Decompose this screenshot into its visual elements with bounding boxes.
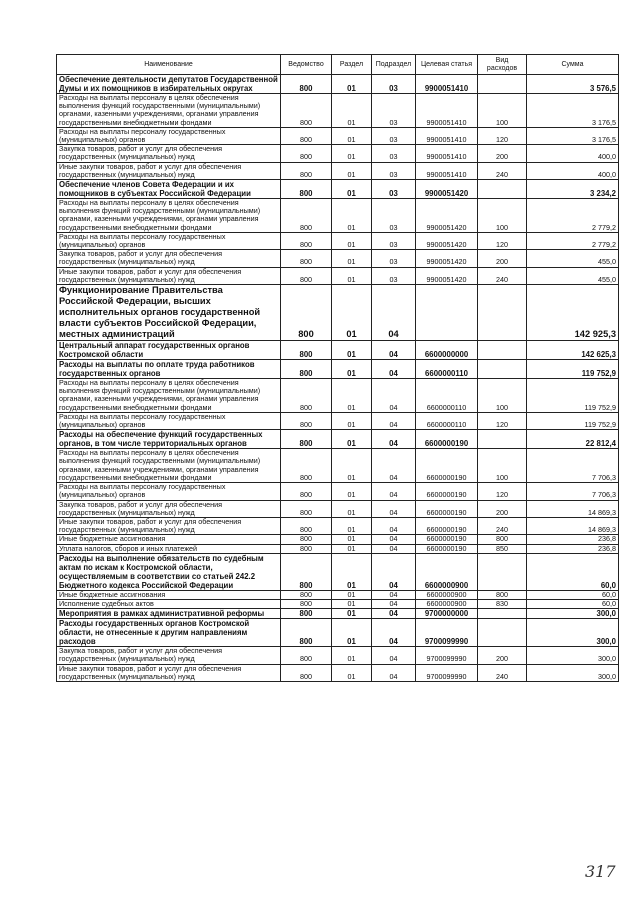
cell-amount: 142 625,3 [527,341,619,360]
cell-section: 01 [332,285,372,341]
cell-name: Расходы на выплаты персоналу в целях обеспечения выполнения функций государственными (муниципальными) органами, казенными учреждениями, органами управления государственными внебюджетными фондами [57,449,281,483]
cell-amount: 3 576,5 [527,75,619,94]
cell-name: Расходы на выплаты персоналу государственных (муниципальных) органов [57,127,281,144]
cell-name: Уплата налогов, сборов и иных платежей [57,544,281,553]
cell-section: 01 [332,449,372,483]
cell-amount: 119 752,9 [527,379,619,413]
cell-amount: 236,8 [527,535,619,544]
cell-subsection: 04 [372,341,416,360]
cell-amount: 7 706,3 [527,483,619,500]
cell-section: 01 [332,379,372,413]
table-row [57,232,619,249]
cell-target-article: 6600000900 [416,590,478,599]
cell-expense-type [478,180,527,199]
cell-name: Закупка товаров, работ и услуг для обеспечения государственных (муниципальных) нужд [57,250,281,267]
table-row [57,199,619,233]
column-header-expense-type: Вид расходов [478,55,527,75]
column-header-amount: Сумма [527,55,619,75]
cell-subsection: 03 [372,232,416,249]
table-body [57,75,619,682]
cell-amount: 14 869,3 [527,517,619,534]
cell-department: 800 [281,590,332,599]
cell-subsection: 04 [372,647,416,664]
cell-expense-type [478,341,527,360]
table-row [57,379,619,413]
cell-expense-type [478,619,527,647]
cell-amount: 7 706,3 [527,449,619,483]
cell-name: Расходы на выполнение обязательств по судебным актам по искам к Костромской области, осуществляемым в соответствии со статьей 242.2 Бюджетного кодекса Российской Федерации [57,553,281,590]
table-row [57,94,619,128]
cell-name: Расходы на выплаты персоналу государственных (муниципальных) органов [57,412,281,429]
cell-name: Мероприятия в рамках административной реформы [57,609,281,619]
table-header-row [57,55,619,75]
cell-expense-type: 240 [478,267,527,284]
cell-section: 01 [332,162,372,179]
cell-expense-type: 100 [478,199,527,233]
cell-target-article: 9900051410 [416,145,478,162]
cell-name: Центральный аппарат государственных органов Костромской области [57,341,281,360]
cell-expense-type: 240 [478,517,527,534]
cell-name: Закупка товаров, работ и услуг для обеспечения государственных (муниципальных) нужд [57,145,281,162]
cell-expense-type [478,430,527,449]
table-row [57,599,619,608]
cell-department: 800 [281,664,332,681]
page-number: 317 [585,862,616,881]
cell-amount: 300,0 [527,647,619,664]
cell-target-article: 6600000000 [416,341,478,360]
cell-section: 01 [332,590,372,599]
column-header-name: Наименование [57,55,281,75]
table-row [57,285,619,341]
cell-department: 800 [281,75,332,94]
table-row [57,250,619,267]
cell-section: 01 [332,360,372,379]
cell-name: Закупка товаров, работ и услуг для обеспечения государственных (муниципальных) нужд [57,500,281,517]
cell-amount: 60,0 [527,553,619,590]
cell-amount: 400,0 [527,145,619,162]
cell-expense-type: 100 [478,449,527,483]
cell-department: 800 [281,599,332,608]
cell-department: 800 [281,199,332,233]
cell-expense-type: 850 [478,544,527,553]
table-row [57,449,619,483]
cell-subsection: 04 [372,609,416,619]
cell-expense-type [478,75,527,94]
cell-amount: 300,0 [527,664,619,681]
cell-section: 01 [332,535,372,544]
cell-department: 800 [281,619,332,647]
cell-subsection: 04 [372,285,416,341]
table-row [57,412,619,429]
cell-expense-type [478,609,527,619]
cell-target-article: 6600000190 [416,535,478,544]
cell-amount: 60,0 [527,599,619,608]
cell-expense-type [478,285,527,341]
table-row [57,127,619,144]
cell-department: 800 [281,553,332,590]
table-row [57,664,619,681]
cell-target-article: 6600000190 [416,544,478,553]
cell-amount: 60,0 [527,590,619,599]
cell-section: 01 [332,250,372,267]
cell-section: 01 [332,127,372,144]
cell-name: Закупка товаров, работ и услуг для обеспечения государственных (муниципальных) нужд [57,647,281,664]
cell-subsection: 04 [372,664,416,681]
cell-expense-type: 120 [478,483,527,500]
cell-amount: 22 812,4 [527,430,619,449]
cell-name: Расходы на выплаты персоналу государственных (муниципальных) органов [57,232,281,249]
cell-target-article: 9900051410 [416,162,478,179]
table-row [57,609,619,619]
cell-department: 800 [281,647,332,664]
cell-target-article: 6600000190 [416,430,478,449]
cell-amount: 2 779,2 [527,199,619,233]
cell-department: 800 [281,94,332,128]
cell-amount: 3 234,2 [527,180,619,199]
cell-amount: 455,0 [527,267,619,284]
cell-section: 01 [332,500,372,517]
cell-amount: 400,0 [527,162,619,179]
cell-subsection: 04 [372,544,416,553]
cell-subsection: 04 [372,360,416,379]
cell-amount: 300,0 [527,619,619,647]
table-row [57,647,619,664]
cell-target-article: 6600000190 [416,449,478,483]
cell-section: 01 [332,647,372,664]
cell-section: 01 [332,341,372,360]
cell-name: Иные закупки товаров, работ и услуг для обеспечения государственных (муниципальных) нужд [57,517,281,534]
cell-department: 800 [281,145,332,162]
cell-name: Расходы на выплаты персоналу государственных (муниципальных) органов [57,483,281,500]
cell-subsection: 04 [372,535,416,544]
cell-subsection: 03 [372,75,416,94]
cell-target-article: 6600000110 [416,379,478,413]
cell-subsection: 04 [372,500,416,517]
cell-amount: 3 176,5 [527,127,619,144]
cell-subsection: 04 [372,599,416,608]
cell-subsection: 04 [372,483,416,500]
cell-section: 01 [332,599,372,608]
cell-subsection: 04 [372,449,416,483]
cell-name: Обеспечение членов Совета Федерации и их помощников в субъектах Российской Федерации [57,180,281,199]
cell-department: 800 [281,379,332,413]
cell-department: 800 [281,535,332,544]
cell-subsection: 03 [372,199,416,233]
table-row [57,500,619,517]
cell-section: 01 [332,483,372,500]
cell-section: 01 [332,412,372,429]
cell-subsection: 03 [372,180,416,199]
cell-department: 800 [281,544,332,553]
cell-expense-type [478,553,527,590]
cell-subsection: 04 [372,412,416,429]
table-row [57,162,619,179]
cell-expense-type: 120 [478,232,527,249]
cell-department: 800 [281,430,332,449]
cell-expense-type: 830 [478,599,527,608]
cell-section: 01 [332,232,372,249]
cell-expense-type: 100 [478,94,527,128]
cell-section: 01 [332,267,372,284]
cell-name: Иные бюджетные ассигнования [57,535,281,544]
cell-amount: 2 779,2 [527,232,619,249]
cell-name: Расходы на выплаты персоналу в целях обеспечения выполнения функций государственными (муниципальными) органами, казенными учреждениями, органами управления государственными внебюджетными фондами [57,94,281,128]
cell-amount: 3 176,5 [527,94,619,128]
cell-subsection: 03 [372,127,416,144]
cell-department: 800 [281,449,332,483]
cell-section: 01 [332,180,372,199]
cell-target-article: 9900051410 [416,75,478,94]
cell-section: 01 [332,664,372,681]
table-row [57,180,619,199]
cell-name: Расходы на выплаты персоналу в целях обеспечения выполнения функций государственными (муниципальными) органами, казенными учреждениями, органами управления государственными внебюджетными фондами [57,199,281,233]
cell-amount: 119 752,9 [527,412,619,429]
cell-department: 800 [281,500,332,517]
cell-department: 800 [281,483,332,500]
column-header-subsection: Подраздел [372,55,416,75]
column-header-department: Ведомство [281,55,332,75]
cell-name: Иные бюджетные ассигнования [57,590,281,599]
cell-section: 01 [332,94,372,128]
cell-target-article: 9900051420 [416,232,478,249]
table-row [57,553,619,590]
cell-expense-type: 800 [478,535,527,544]
table-row [57,341,619,360]
column-header-section: Раздел [332,55,372,75]
cell-expense-type: 240 [478,162,527,179]
cell-department: 800 [281,250,332,267]
cell-target-article: 6600000190 [416,500,478,517]
cell-expense-type: 120 [478,412,527,429]
cell-target-article: 6600000190 [416,483,478,500]
cell-target-article: 6600000900 [416,599,478,608]
cell-target-article: 6600000110 [416,360,478,379]
cell-target-article: 6600000900 [416,553,478,590]
cell-section: 01 [332,544,372,553]
cell-target-article: 9900051420 [416,267,478,284]
cell-section: 01 [332,609,372,619]
cell-department: 800 [281,127,332,144]
budget-table [56,54,619,682]
cell-expense-type: 200 [478,647,527,664]
table-row [57,360,619,379]
cell-subsection: 04 [372,430,416,449]
cell-expense-type: 200 [478,145,527,162]
table-row [57,75,619,94]
cell-name: Обеспечение деятельности депутатов Государственной Думы и их помощников в избирательных округах [57,75,281,94]
table-row [57,619,619,647]
cell-section: 01 [332,199,372,233]
cell-department: 800 [281,517,332,534]
cell-subsection: 04 [372,379,416,413]
cell-department: 800 [281,341,332,360]
cell-section: 01 [332,75,372,94]
cell-target-article: 9900051410 [416,127,478,144]
cell-department: 800 [281,162,332,179]
cell-name: Расходы на обеспечение функций государственных органов, в том числе территориальных органов [57,430,281,449]
cell-target-article: 9900051420 [416,180,478,199]
cell-amount: 300,0 [527,609,619,619]
cell-amount: 119 752,9 [527,360,619,379]
cell-department: 800 [281,232,332,249]
cell-expense-type: 240 [478,664,527,681]
table-row [57,430,619,449]
cell-department: 800 [281,267,332,284]
cell-target-article: 9900051420 [416,199,478,233]
table-row [57,145,619,162]
cell-subsection: 03 [372,94,416,128]
cell-section: 01 [332,145,372,162]
table-row [57,483,619,500]
cell-expense-type [478,360,527,379]
cell-amount: 455,0 [527,250,619,267]
cell-expense-type: 120 [478,127,527,144]
cell-department: 800 [281,180,332,199]
cell-amount: 142 925,3 [527,285,619,341]
cell-name: Иные закупки товаров, работ и услуг для обеспечения государственных (муниципальных) нужд [57,664,281,681]
cell-department: 800 [281,609,332,619]
table-row [57,544,619,553]
cell-subsection: 03 [372,145,416,162]
cell-subsection: 04 [372,553,416,590]
cell-subsection: 04 [372,590,416,599]
cell-department: 800 [281,412,332,429]
table-row [57,517,619,534]
cell-amount: 14 869,3 [527,500,619,517]
cell-expense-type: 100 [478,379,527,413]
cell-amount: 236,8 [527,544,619,553]
cell-target-article: 6600000110 [416,412,478,429]
cell-subsection: 03 [372,162,416,179]
cell-name: Исполнение судебных актов [57,599,281,608]
cell-subsection: 04 [372,619,416,647]
cell-section: 01 [332,553,372,590]
cell-target-article: 6600000190 [416,517,478,534]
cell-section: 01 [332,517,372,534]
column-header-target-article: Целевая статья [416,55,478,75]
table-row [57,535,619,544]
cell-subsection: 03 [372,267,416,284]
cell-name: Функционирование Правительства Российской Федерации, высших исполнительных органов государственной власти субъектов Российской Федерации, местных администраций [57,285,281,341]
cell-subsection: 03 [372,250,416,267]
cell-target-article: 9700099990 [416,619,478,647]
cell-target-article [416,285,478,341]
cell-target-article: 9700099990 [416,664,478,681]
cell-target-article: 9900051410 [416,94,478,128]
cell-department: 800 [281,360,332,379]
cell-target-article: 9700099990 [416,647,478,664]
cell-department: 800 [281,285,332,341]
cell-name: Расходы государственных органов Костромской области, не отнесенные к другим направлениям расходов [57,619,281,647]
cell-section: 01 [332,430,372,449]
cell-target-article: 9900051420 [416,250,478,267]
cell-subsection: 04 [372,517,416,534]
cell-target-article: 9700000000 [416,609,478,619]
cell-expense-type: 200 [478,250,527,267]
cell-name: Расходы на выплаты по оплате труда работников государственных органов [57,360,281,379]
cell-name: Иные закупки товаров, работ и услуг для обеспечения государственных (муниципальных) нужд [57,267,281,284]
cell-section: 01 [332,619,372,647]
cell-expense-type: 800 [478,590,527,599]
cell-expense-type: 200 [478,500,527,517]
cell-name: Иные закупки товаров, работ и услуг для обеспечения государственных (муниципальных) нужд [57,162,281,179]
cell-name: Расходы на выплаты персоналу в целях обеспечения выполнения функций государственными (муниципальными) органами, казенными учреждениями, органами управления государственными внебюджетными фондами [57,379,281,413]
table-row [57,267,619,284]
